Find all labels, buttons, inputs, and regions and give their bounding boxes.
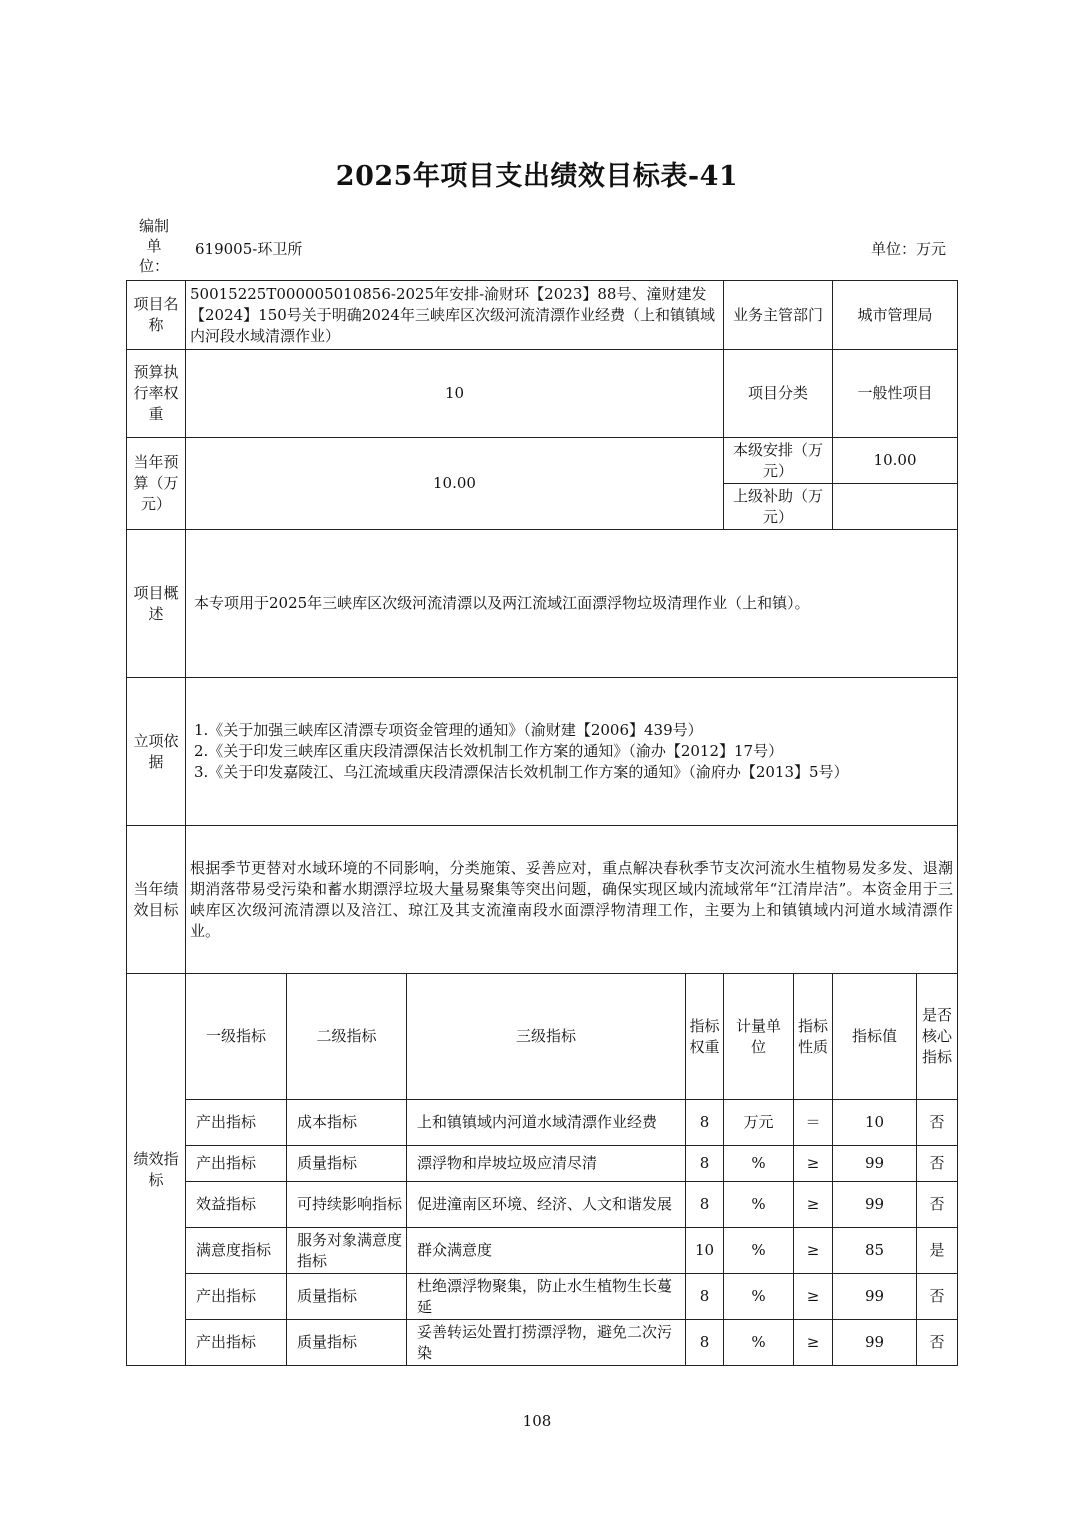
cell-unit: % (724, 1320, 794, 1366)
unit-label: 单位：万元 (870, 240, 946, 258)
goal-text: 根据季节更替对水域环境的不同影响，分类施策、妥善应对，重点解决春秋季节支次河流水生植物易发多发、退潮期消落带易受污染和蓄水期漂浮垃圾大量易聚集等突出问题，确保实现区域内流域常年“江清岸洁”。本资金用于三峡库区次级河流清漂以及涪江、琼江及其支流潼南段水面漂浮物清理工作，主要为上和镇镇域内河道水域清漂作业。 (186, 826, 958, 974)
cell-level2: 质量指标 (287, 1146, 407, 1182)
header-level1: 一级指标 (186, 974, 287, 1100)
cell-level2: 质量指标 (287, 1274, 407, 1320)
cell-level3: 促进潼南区环境、经济、人文和谐发展 (407, 1182, 686, 1228)
cell-value: 85 (833, 1228, 917, 1274)
cell-unit: 万元 (724, 1100, 794, 1146)
exec-weight-value: 10 (186, 350, 724, 438)
cell-weight: 10 (686, 1228, 724, 1274)
cell-unit: % (724, 1274, 794, 1320)
overview-text: 本专项用于2025年三峡库区次级河流清漂以及两江流域江面漂浮物垃圾清理作业（上和镇）。 (186, 530, 958, 678)
cell-value: 99 (833, 1274, 917, 1320)
cell-unit: % (724, 1146, 794, 1182)
basis-item: 1.《关于加强三峡库区清漂专项资金管理的通知》（渝财建【2006】439号） (194, 721, 703, 739)
basis-label: 立项依据 (127, 678, 186, 826)
cell-level3: 群众满意度 (407, 1228, 686, 1274)
goal-label: 当年绩效目标 (127, 826, 186, 974)
cell-weight: 8 (686, 1274, 724, 1320)
cell-nature: ＝ (794, 1100, 833, 1146)
cell-unit: % (724, 1228, 794, 1274)
category-value: 一般性项目 (833, 350, 958, 438)
upper-value (833, 484, 958, 530)
table-row (127, 1146, 958, 1182)
cell-core: 否 (917, 1100, 958, 1146)
cell-level1: 产出指标 (186, 1320, 287, 1366)
category-label: 项目分类 (724, 350, 833, 438)
project-name-label: 项目名称 (127, 281, 186, 350)
org-value: 619005-环卫所 (195, 240, 303, 258)
cell-level1: 产出指标 (186, 1146, 287, 1182)
header-core: 是否核心指标 (917, 974, 958, 1100)
cell-nature: ≥ (794, 1274, 833, 1320)
cell-level3: 上和镇镇域内河道水域清漂作业经费 (407, 1100, 686, 1146)
cell-level1: 产出指标 (186, 1100, 287, 1146)
header-nature: 指标性质 (794, 974, 833, 1100)
table-row (127, 1274, 958, 1320)
table-row (127, 1182, 958, 1228)
org-label: 编制单位： (138, 217, 169, 275)
cell-core: 否 (917, 1320, 958, 1366)
exec-weight-label: 预算执行率权重 (127, 350, 186, 438)
cell-value: 10 (833, 1100, 917, 1146)
cell-core: 否 (917, 1274, 958, 1320)
cell-level3: 杜绝漂浮物聚集，防止水生植物生长蔓延 (407, 1274, 686, 1320)
header-level2: 二级指标 (287, 974, 407, 1100)
cell-core: 否 (917, 1146, 958, 1182)
header-unit: 计量单位 (724, 974, 794, 1100)
basis-list (186, 678, 958, 826)
basis-item: 3.《关于印发嘉陵江、乌江流域重庆段清漂保洁长效机制工作方案的通知》（渝府办【2013】5号） (194, 763, 849, 781)
dept-label: 业务主管部门 (724, 281, 833, 350)
local-value: 10.00 (833, 438, 958, 484)
budget-label: 当年预算（万元） (127, 438, 186, 530)
header-value: 指标值 (833, 974, 917, 1100)
cell-nature: ≥ (794, 1146, 833, 1182)
cell-nature: ≥ (794, 1320, 833, 1366)
cell-core: 否 (917, 1182, 958, 1228)
dept-value: 城市管理局 (833, 281, 958, 350)
cell-value: 99 (833, 1320, 917, 1366)
project-name-value: 50015225T000005010856-2025年安排-渝财环【2023】88号、潼财建发【2024】150号关于明确2024年三峡库区次级河流清漂作业经费（上和镇镇域内河段水域清漂作业） (186, 281, 724, 350)
cell-weight: 8 (686, 1182, 724, 1228)
table-row (127, 1100, 958, 1146)
basis-item: 2.《关于印发三峡库区重庆段清漂保洁长效机制工作方案的通知》（渝办【2012】17号） (194, 742, 784, 760)
cell-level3: 漂浮物和岸坡垃圾应清尽清 (407, 1146, 686, 1182)
header-weight: 指标权重 (686, 974, 724, 1100)
cell-unit: % (724, 1182, 794, 1228)
performance-table (126, 280, 958, 1366)
cell-weight: 8 (686, 1100, 724, 1146)
cell-nature: ≥ (794, 1228, 833, 1274)
cell-core: 是 (917, 1228, 958, 1274)
cell-level1: 产出指标 (186, 1274, 287, 1320)
upper-label: 上级补助（万元） (724, 484, 833, 530)
cell-weight: 8 (686, 1320, 724, 1366)
local-label: 本级安排（万元） (724, 438, 833, 484)
cell-nature: ≥ (794, 1182, 833, 1228)
cell-level2: 质量指标 (287, 1320, 407, 1366)
cell-level2: 成本指标 (287, 1100, 407, 1146)
cell-level2: 可持续影响指标 (287, 1182, 407, 1228)
table-row (127, 1320, 958, 1366)
cell-value: 99 (833, 1146, 917, 1182)
header-level3: 三级指标 (407, 974, 686, 1100)
perf-label: 绩效指标 (127, 974, 186, 1366)
table-row (127, 1228, 958, 1274)
cell-weight: 8 (686, 1146, 724, 1182)
overview-label: 项目概述 (127, 530, 186, 678)
page-title: 2025年项目支出绩效目标表-41 (335, 161, 739, 192)
cell-level1: 效益指标 (186, 1182, 287, 1228)
budget-value: 10.00 (186, 438, 724, 530)
page-number: 108 (522, 1412, 552, 1430)
cell-level2: 服务对象满意度指标 (287, 1228, 407, 1274)
cell-value: 99 (833, 1182, 917, 1228)
cell-level3: 妥善转运处置打捞漂浮物，避免二次污染 (407, 1320, 686, 1366)
cell-level1: 满意度指标 (186, 1228, 287, 1274)
